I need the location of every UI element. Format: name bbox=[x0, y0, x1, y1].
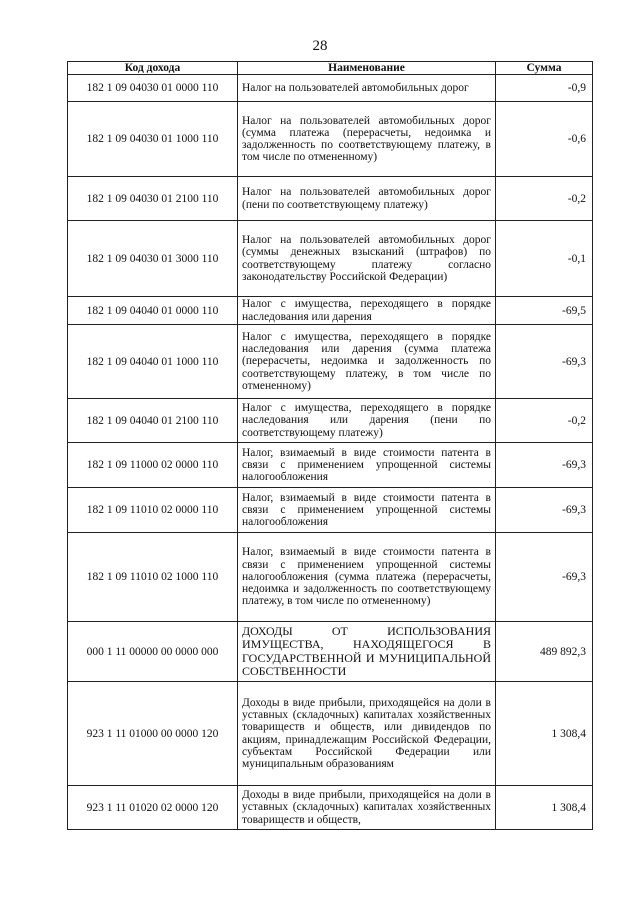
row-code: 182 1 09 04030 01 2100 110 bbox=[68, 177, 238, 221]
table-row bbox=[68, 443, 593, 488]
row-name: Налог на пользователей автомобильных дорог (суммы денежных взысканий (штрафов) по соответствующему платежу согласно законодательству Российской Федерации) bbox=[238, 221, 496, 297]
table-row bbox=[68, 325, 593, 399]
header-code: Код дохода bbox=[68, 62, 238, 75]
row-code: 923 1 11 01020 02 0000 120 bbox=[68, 786, 238, 830]
row-sum: -0,1 bbox=[496, 221, 593, 297]
row-code: 000 1 11 00000 00 0000 000 bbox=[68, 622, 238, 682]
row-sum: 1 308,4 bbox=[496, 682, 593, 786]
row-name: Налог с имущества, переходящего в порядке наследования или дарения (пени по соответствующему платежу) bbox=[238, 399, 496, 443]
row-code: 182 1 09 04030 01 0000 110 bbox=[68, 75, 238, 102]
row-sum: 489 892,3 bbox=[496, 622, 593, 682]
row-name: Налог с имущества, переходящего в порядке наследования или дарения (сумма платежа (перерасчеты, недоимка и задолженность по соответствующему платежу, в том числе по отмененному) bbox=[238, 325, 496, 399]
table-row bbox=[68, 682, 593, 786]
row-name: Налог, взимаемый в виде стоимости патента в связи с применением упрощенной системы налогообложения bbox=[238, 443, 496, 488]
row-code: 182 1 09 04040 01 1000 110 bbox=[68, 325, 238, 399]
row-sum: -0,2 bbox=[496, 399, 593, 443]
row-sum: -69,3 bbox=[496, 533, 593, 622]
row-sum: -0,9 bbox=[496, 75, 593, 102]
row-name: Налог на пользователей автомобильных дорог (сумма платежа (перерасчеты, недоимка и задолженность по соответствующему платежу, в том числе по отмененному) bbox=[238, 102, 496, 177]
table-row bbox=[68, 786, 593, 830]
row-name: Налог, взимаемый в виде стоимости патента в связи с применением упрощенной системы налогообложения (сумма платежа (перерасчеты, недоимка и задолженность по соответствующему платежу, в том числе по отмененному) bbox=[238, 533, 496, 622]
row-code: 182 1 09 11010 02 0000 110 bbox=[68, 488, 238, 533]
table-row bbox=[68, 297, 593, 325]
row-sum: -0,2 bbox=[496, 177, 593, 221]
row-sum: -69,3 bbox=[496, 443, 593, 488]
page-number: 28 bbox=[312, 38, 328, 54]
row-sum: -69,5 bbox=[496, 297, 593, 325]
row-code: 182 1 09 11000 02 0000 110 bbox=[68, 443, 238, 488]
row-code: 182 1 09 11010 02 1000 110 bbox=[68, 533, 238, 622]
row-name: ДОХОДЫ ОТ ИСПОЛЬЗОВАНИЯ ИМУЩЕСТВА, НАХОДЯЩЕГОСЯ В ГОСУДАРСТВЕННОЙ И МУНИЦИПАЛЬНОЙ СОБСТВЕННОСТИ bbox=[238, 622, 496, 682]
row-code: 923 1 11 01000 00 0000 120 bbox=[68, 682, 238, 786]
row-name: Доходы в виде прибыли, приходящейся на доли в уставных (складочных) капиталах хозяйственных товариществ и обществ, или дивидендов по акциям, принадлежащим Российской Федерации, субъектам Российской Федерации или муниципальным образованиям bbox=[238, 682, 496, 786]
row-name: Налог с имущества, переходящего в порядке наследования или дарения bbox=[238, 297, 496, 325]
table-row bbox=[68, 622, 593, 682]
row-sum: -69,3 bbox=[496, 488, 593, 533]
row-name: Налог на пользователей автомобильных дорог (пени по соответствующему платежу) bbox=[238, 177, 496, 221]
row-name: Налог, взимаемый в виде стоимости патента в связи с применением упрощенной системы налогообложения bbox=[238, 488, 496, 533]
header-name: Наименование bbox=[238, 62, 496, 75]
table-row bbox=[68, 177, 593, 221]
row-code: 182 1 09 04030 01 1000 110 bbox=[68, 102, 238, 177]
revenue-table bbox=[67, 61, 593, 830]
table-header-row bbox=[68, 62, 593, 75]
row-name: Доходы в виде прибыли, приходящейся на доли в уставных (складочных) капиталах хозяйственных товариществ и обществ, bbox=[238, 786, 496, 830]
row-sum: -69,3 bbox=[496, 325, 593, 399]
row-code: 182 1 09 04040 01 2100 110 bbox=[68, 399, 238, 443]
table-row bbox=[68, 75, 593, 102]
table-row bbox=[68, 533, 593, 622]
row-sum: 1 308,4 bbox=[496, 786, 593, 830]
header-sum: Сумма bbox=[496, 62, 593, 75]
row-name: Налог на пользователей автомобильных дорог bbox=[238, 75, 496, 102]
table-row bbox=[68, 399, 593, 443]
row-code: 182 1 09 04040 01 0000 110 bbox=[68, 297, 238, 325]
row-code: 182 1 09 04030 01 3000 110 bbox=[68, 221, 238, 297]
table-row bbox=[68, 102, 593, 177]
table-row bbox=[68, 488, 593, 533]
table-row bbox=[68, 221, 593, 297]
row-sum: -0,6 bbox=[496, 102, 593, 177]
